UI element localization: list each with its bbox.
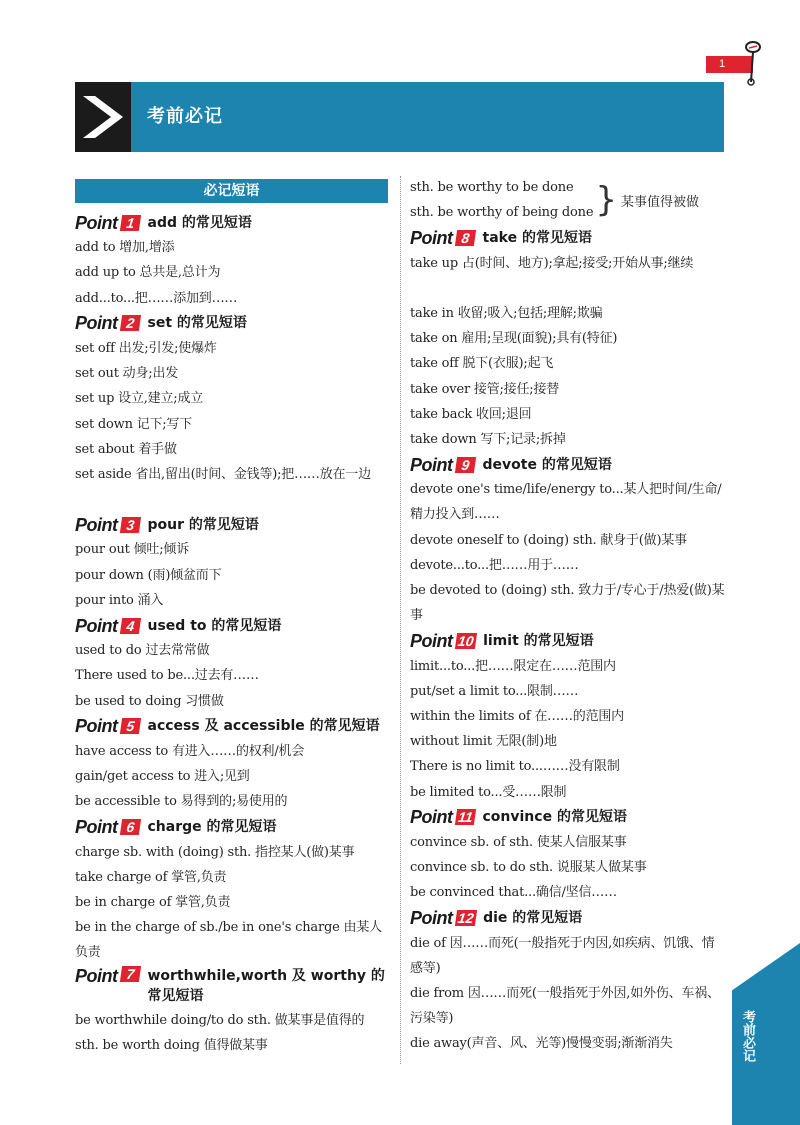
left-column bbox=[75, 175, 390, 1058]
phrase-line: set about 着手做 bbox=[75, 441, 177, 457]
point-label: Point bbox=[410, 454, 453, 475]
phrase-line: sth. be worthy to be done bbox=[410, 180, 574, 195]
phrase-line: set off 出发;引发;使爆炸 bbox=[75, 340, 217, 356]
point-number-badge: 5 bbox=[119, 718, 140, 734]
point-label: Point bbox=[75, 965, 118, 986]
point-title: set 的常见短语 bbox=[147, 315, 247, 332]
phrase-line: devote oneself to (doing) sth. 献身于(做)某事 bbox=[410, 532, 687, 548]
point-number-badge: 8 bbox=[454, 230, 475, 246]
brace-group bbox=[410, 175, 725, 225]
page-number: 1 bbox=[718, 58, 726, 70]
point-heading bbox=[75, 512, 390, 537]
point-number-badge: 4 bbox=[119, 618, 140, 634]
point-title: used to 的常见短语 bbox=[147, 617, 282, 634]
phrase-line: charge sb. with (doing) sth. 指控某人(做)某事 bbox=[75, 844, 355, 860]
point-heading bbox=[410, 628, 725, 653]
phrase-line: add up to 总共是,总计为 bbox=[75, 265, 221, 281]
point-heading bbox=[410, 452, 725, 477]
point-label: Point bbox=[75, 514, 118, 535]
point-title: die 的常见短语 bbox=[483, 910, 583, 927]
point-number-badge: 3 bbox=[119, 517, 140, 533]
phrase-line: have access to 有进入……的权利/机会 bbox=[75, 743, 305, 759]
point-title: convince 的常见短语 bbox=[482, 809, 627, 826]
phrase-line: take over 接管;接任;接替 bbox=[410, 381, 560, 397]
point-heading bbox=[75, 714, 390, 739]
point-heading bbox=[75, 815, 390, 840]
point-title: pour 的常见短语 bbox=[147, 516, 259, 533]
phrase-line: pour into 涌入 bbox=[75, 592, 164, 608]
phrase-line: take down 写下;记录;拆掉 bbox=[410, 431, 566, 447]
chapter-title: 考前必记 bbox=[147, 106, 223, 127]
point-label: Point bbox=[410, 631, 453, 652]
point-number-badge: 12 bbox=[456, 910, 475, 927]
paperclip-pin-icon bbox=[738, 38, 768, 88]
phrase-line: devote one's time/life/energy to...某人把时间/生命/精力投入到…… bbox=[410, 482, 722, 523]
right-brace-icon: } bbox=[595, 180, 617, 221]
phrase-line: put/set a limit to...限制…… bbox=[410, 683, 579, 699]
column-divider bbox=[400, 176, 401, 1064]
phrase-line: pour out 倾吐;倾诉 bbox=[75, 542, 190, 558]
point-heading bbox=[410, 906, 725, 931]
phrase-line: used to do 过去常常做 bbox=[75, 643, 210, 659]
phrase-line: be limited to...受……限制 bbox=[410, 784, 567, 800]
point-title: worthwhile,worth 及 worthy 的常见短语 bbox=[147, 967, 385, 1004]
phrase-line: die of 因……而死(一般指死于内因,如疾病、饥饿、情感等) bbox=[410, 935, 715, 976]
point-label: Point bbox=[75, 313, 118, 334]
phrase-line: be in charge of 掌管,负责 bbox=[75, 895, 231, 911]
phrase-line: die away(声音、风、光等)慢慢变弱;渐渐消失 bbox=[410, 1036, 673, 1052]
point-label: Point bbox=[75, 817, 118, 838]
point-label: Point bbox=[75, 716, 118, 737]
phrase-line: within the limits of 在……的范围内 bbox=[410, 709, 624, 724]
phrase-line: convince sb. of sth. 使某人信服某事 bbox=[410, 834, 627, 850]
point-heading bbox=[75, 966, 390, 1008]
point-title: take 的常见短语 bbox=[482, 229, 592, 246]
phrase-line: sth. be worthy of being done bbox=[410, 205, 594, 221]
phrase-line: be used to doing 习惯做 bbox=[75, 693, 224, 709]
phrase-line: gain/get access to 进入;见到 bbox=[75, 769, 250, 785]
point-heading bbox=[75, 613, 390, 638]
point-number-badge: 9 bbox=[454, 457, 475, 473]
point-label: Point bbox=[75, 615, 118, 636]
point-label: Point bbox=[410, 807, 453, 828]
phrase-line: set out 动身;出发 bbox=[75, 366, 179, 382]
phrase-line: set aside 省出,留出(时间、金钱等);把……放在一边 bbox=[75, 466, 371, 482]
point-heading bbox=[75, 311, 390, 336]
phrase-line: take off 脱下(衣服);起飞 bbox=[410, 356, 554, 372]
brace-lines bbox=[410, 175, 593, 225]
point-heading bbox=[75, 210, 390, 235]
chapter-banner bbox=[75, 82, 724, 152]
phrase-line: take on 雇用;呈现(面貌);具有(特征) bbox=[410, 331, 618, 347]
point-title: limit 的常见短语 bbox=[483, 633, 594, 650]
point-title: devote 的常见短语 bbox=[482, 456, 612, 473]
point-number-badge: 11 bbox=[454, 809, 475, 825]
phrase-line: take charge of 掌管,负责 bbox=[75, 869, 227, 885]
phrase-line: devote...to...把……用于…… bbox=[410, 557, 579, 573]
phrase-line: be devoted to (doing) sth. 致力于/专心于/热爱(做)某事 bbox=[410, 583, 725, 624]
point-title: charge 的常见短语 bbox=[147, 819, 277, 836]
point-title: add 的常见短语 bbox=[147, 214, 252, 231]
point-label: Point bbox=[410, 227, 453, 248]
right-column bbox=[410, 175, 725, 1057]
phrase-line: be convinced that...确信/坚信…… bbox=[410, 885, 617, 901]
point-label: Point bbox=[410, 908, 453, 929]
point-label: Point bbox=[75, 212, 118, 233]
phrase-line: limit...to...把……限定在……范围内 bbox=[410, 658, 616, 674]
point-number-badge: 2 bbox=[119, 315, 140, 331]
phrase-line: add to 增加,增添 bbox=[75, 240, 175, 256]
point-number-badge: 6 bbox=[119, 819, 140, 835]
side-tab-label: 考前必记 bbox=[740, 1010, 755, 1062]
brace-meaning: 某事值得被做 bbox=[620, 194, 699, 210]
phrase-line: sth. be worth doing 值得做某事 bbox=[75, 1037, 268, 1053]
phrase-line: be accessible to 易得到的;易使用的 bbox=[75, 794, 288, 810]
point-title: access 及 accessible 的常见短语 bbox=[147, 718, 380, 735]
phrase-line: without limit 无限(制)地 bbox=[410, 734, 557, 750]
phrase-line: take up 占(时间、地方);拿起;接受;开始从事;继续 bbox=[410, 255, 694, 271]
section-title: 必记短语 bbox=[75, 179, 388, 203]
phrase-line: set up 设立,建立;成立 bbox=[75, 391, 204, 407]
phrase-line: pour down (雨)倾盆而下 bbox=[75, 567, 222, 583]
phrase-line: There used to be...过去有…… bbox=[75, 668, 259, 684]
phrase-line: be in the charge of sb./be in one's charge 由某人负责 bbox=[75, 920, 382, 961]
phrase-line: set down 记下;写下 bbox=[75, 416, 193, 432]
point-number-badge: 7 bbox=[119, 966, 140, 982]
phrase-line: add...to...把……添加到…… bbox=[75, 290, 238, 306]
point-heading bbox=[410, 225, 725, 250]
point-number-badge: 1 bbox=[119, 215, 140, 231]
phrase-line: convince sb. to do sth. 说服某人做某事 bbox=[410, 860, 647, 876]
phrase-line: take in 收留;吸入;包括;理解;欺骗 bbox=[410, 305, 603, 321]
phrase-line: take back 收回;退回 bbox=[410, 406, 532, 422]
phrase-line: die from 因……而死(一般指死于外因,如外伤、车祸、污染等) bbox=[410, 986, 720, 1027]
point-heading bbox=[410, 805, 725, 830]
phrase-line: There is no limit to...……没有限制 bbox=[410, 759, 620, 775]
phrase-line: be worthwhile doing/to do sth. 做某事是值得的 bbox=[75, 1012, 365, 1028]
chevron-right-icon bbox=[75, 82, 131, 152]
point-number-badge: 10 bbox=[456, 633, 475, 650]
